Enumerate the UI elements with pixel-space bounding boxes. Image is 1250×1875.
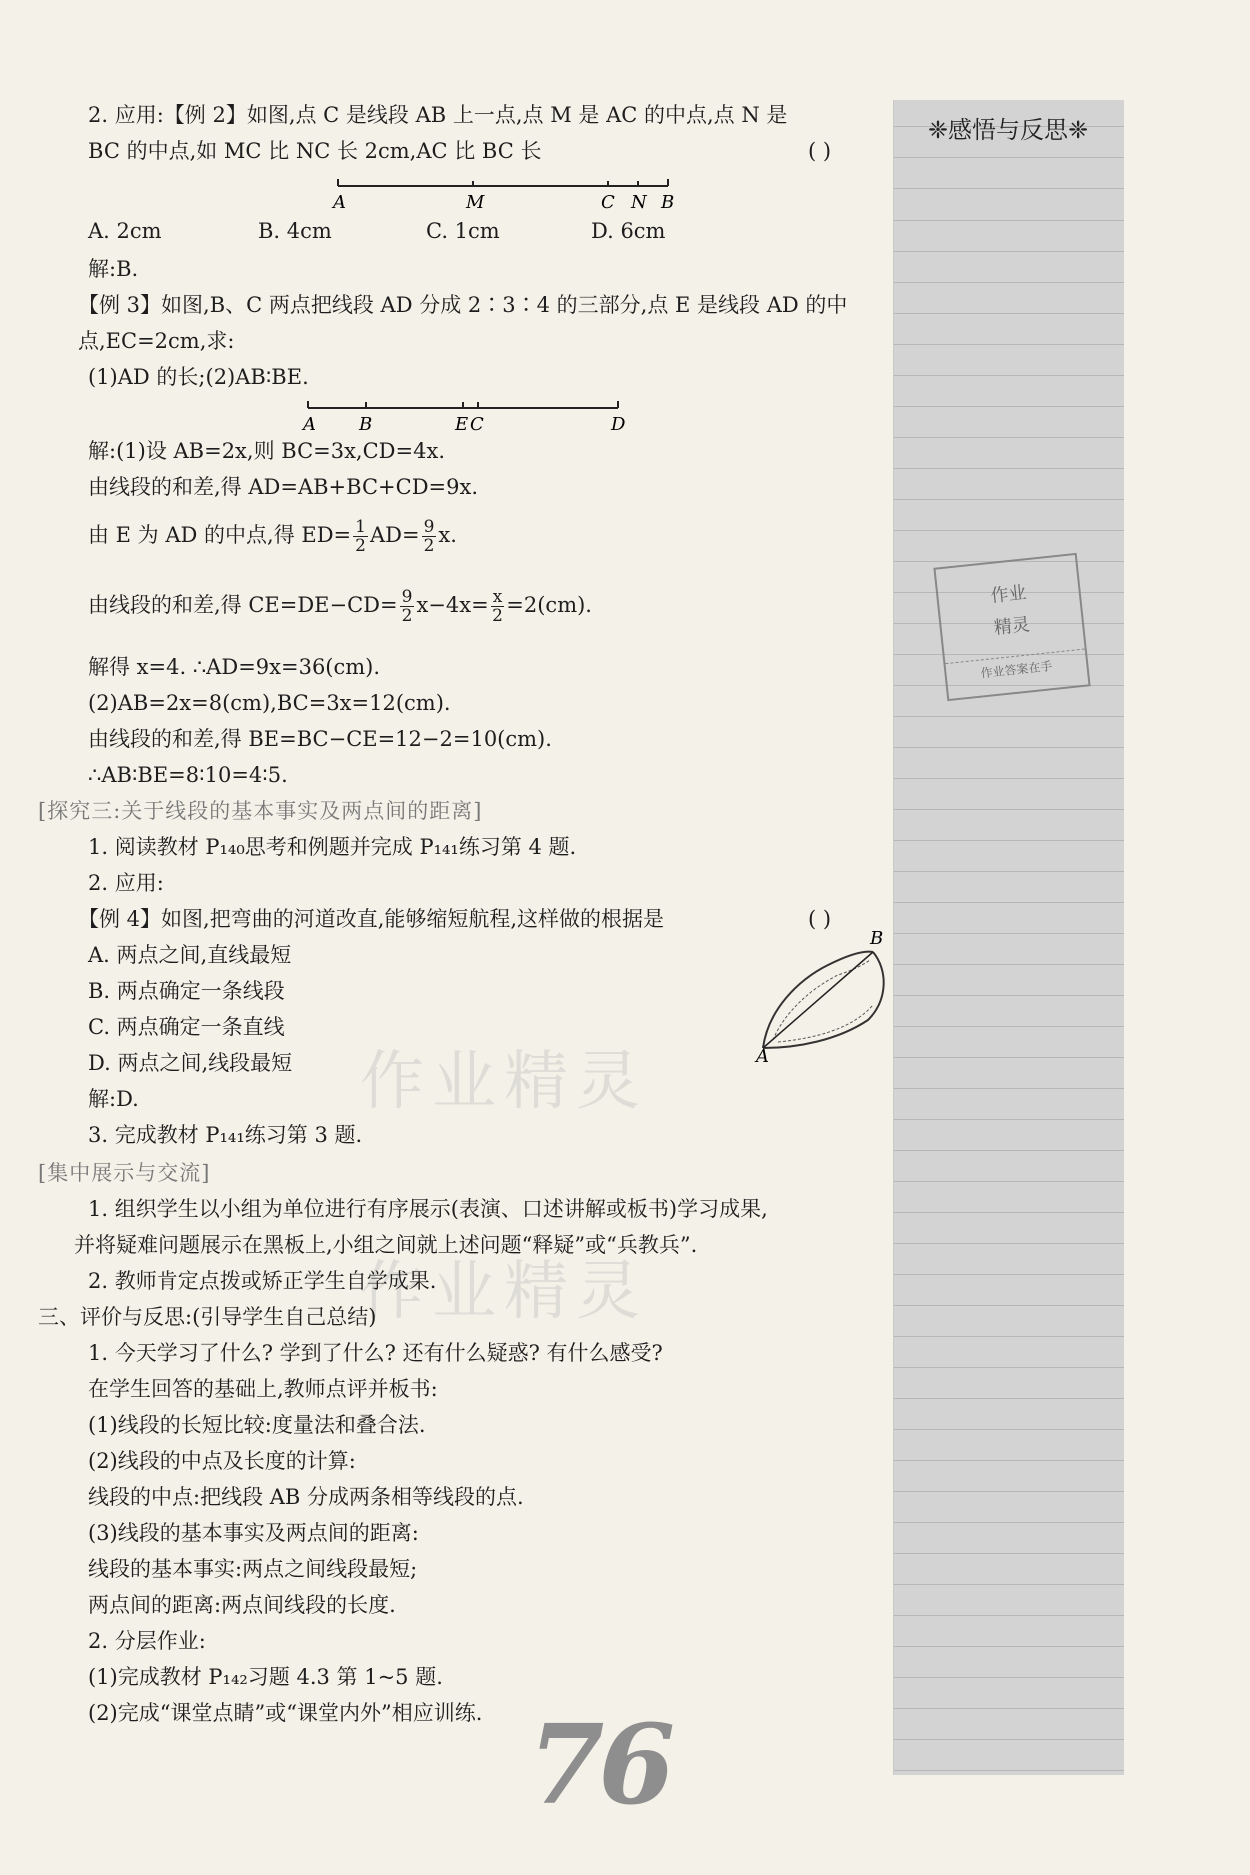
reflection-line6: 线段的基本事实:两点之间线段最短; — [88, 1557, 418, 1581]
example2-line2: BC 的中点,如 MC 比 NC 长 2cm,AC 比 BC 长 — [88, 139, 542, 163]
fraction — [400, 588, 415, 625]
point-label-c: C — [470, 414, 484, 435]
denominator: 2 — [492, 606, 503, 626]
explore3-heading: [探究三:关于线段的基本事实及两点间的距离] — [38, 799, 483, 823]
explore3-item1: 1. 阅读教材 P₁₄₀思考和例题并完成 P₁₄₁练习第 4 题. — [88, 835, 577, 859]
answer-paren: ( ) — [808, 139, 832, 163]
display-para1a: 1. 组织学生以小组为单位进行有序展示(表演、口述讲解或板书)学习成果, — [88, 1197, 768, 1221]
reflection-line10: (2)完成“课堂点睛”或“课堂内外”相应训练. — [88, 1701, 483, 1725]
solution-line3 — [88, 518, 457, 555]
denominator: 2 — [401, 606, 413, 626]
reflection-line2: (1)线段的长短比较:度量法和叠合法. — [88, 1413, 426, 1437]
stamp-line-3: 作业答案在手 — [945, 649, 1087, 686]
solution-line6: (2)AB=2x=8(cm),BC=3x=12(cm). — [88, 691, 451, 715]
option-c: C. 1cm — [426, 219, 500, 243]
page-number: 76 — [528, 1700, 670, 1829]
option-b: B. 两点确定一条线段 — [88, 979, 285, 1003]
numerator: 1 — [355, 517, 366, 537]
example3-line2: 点,EC=2cm,求: — [78, 329, 235, 353]
point-label-b: B — [661, 192, 675, 213]
point-label-c: C — [601, 192, 615, 213]
numerator: x — [492, 587, 503, 607]
option-c: C. 两点确定一条直线 — [88, 1015, 285, 1039]
denominator: 2 — [355, 536, 366, 556]
watermark: 作业精灵 — [360, 1255, 648, 1329]
option-d: D. 两点之间,线段最短 — [88, 1051, 293, 1075]
reflection-line3: (2)线段的中点及长度的计算: — [88, 1449, 356, 1473]
answer-text: 解:B. — [88, 257, 139, 281]
numerator: 9 — [423, 517, 435, 537]
option-a: A. 2cm — [88, 219, 162, 243]
answer-text: 解:D. — [88, 1087, 139, 1111]
example3-line3: (1)AD 的长;(2)AB∶BE. — [88, 365, 309, 389]
river-figure — [758, 930, 908, 1070]
point-label-b: B — [870, 928, 884, 949]
point-label-m: M — [466, 192, 485, 213]
display-para1b: 并将疑难问题展示在黑板上,小组之间就上述问题“释疑”或“兵教兵”. — [74, 1233, 698, 1257]
solution-line8: ∴AB∶BE=8∶10=4∶5. — [88, 763, 288, 787]
reflection-heading: 三、评价与反思:(引导学生自己总结) — [38, 1305, 377, 1329]
solution-line5: 解得 x=4. ∴AD=9x=36(cm). — [88, 655, 381, 679]
sidebar-title: ❈感悟与反思❈ — [927, 116, 1089, 144]
display-heading: [集中展示与交流] — [38, 1161, 211, 1185]
solution-line1: 解:(1)设 AB=2x,则 BC=3x,CD=4x. — [88, 439, 445, 463]
reflection-line5: (3)线段的基本事实及两点间的距离: — [88, 1521, 419, 1545]
stamp-logo — [933, 553, 1090, 701]
fraction — [422, 518, 437, 555]
reflection-line7: 两点间的距离:两点间线段的长度. — [88, 1593, 396, 1617]
solution-line7: 由线段的和差,得 BE=BC−CE=12−2=10(cm). — [88, 727, 552, 751]
point-label-a: A — [333, 192, 346, 213]
text: AD= — [369, 523, 420, 547]
explore3-item2: 2. 应用: — [88, 871, 164, 895]
display-para2: 2. 教师肯定点拨或矫正学生自学成果. — [88, 1269, 437, 1293]
explore3-item3: 3. 完成教材 P₁₄₁练习第 3 题. — [88, 1123, 363, 1147]
denominator: 2 — [423, 536, 435, 556]
numerator: 9 — [401, 587, 413, 607]
text: x−4x= — [416, 593, 489, 617]
reflection-q1: 1. 今天学习了什么? 学到了什么? 还有什么疑惑? 有什么感受? — [88, 1341, 663, 1365]
text: x. — [438, 523, 457, 547]
point-label-a: A — [756, 1046, 769, 1067]
fraction — [491, 588, 505, 625]
solution-line2: 由线段的和差,得 AD=AB+BC+CD=9x. — [88, 475, 479, 499]
reflection-line4: 线段的中点:把线段 AB 分成两条相等线段的点. — [88, 1485, 524, 1509]
stamp-line-2: 精灵 — [992, 614, 1031, 639]
answer-paren: ( ) — [808, 907, 832, 931]
watermark: 作业精灵 — [360, 1045, 648, 1119]
reflection-sidebar — [893, 100, 1124, 1775]
solution-line4 — [88, 588, 592, 625]
text: =2(cm). — [506, 593, 592, 617]
reflection-line8: 2. 分层作业: — [88, 1629, 206, 1653]
text: 由 E 为 AD 的中点,得 ED= — [88, 523, 352, 547]
reflection-line9: (1)完成教材 P₁₄₂习题 4.3 第 1~5 题. — [88, 1665, 443, 1689]
point-label-a: A — [303, 414, 316, 435]
reflection-line1: 在学生回答的基础上,教师点评并板书: — [88, 1377, 438, 1401]
option-b: B. 4cm — [258, 219, 332, 243]
point-label-d: D — [611, 414, 626, 435]
point-label-n: N — [631, 192, 647, 213]
text: 由线段的和差,得 CE=DE−CD= — [88, 593, 398, 617]
point-label-e: E — [455, 414, 469, 435]
example3-line1: 【例 3】如图,B、C 两点把线段 AD 分成 2∶3∶4 的三部分,点 E 是线段 AD 的中 — [78, 293, 848, 317]
option-d: D. 6cm — [591, 219, 666, 243]
example4-line: 【例 4】如图,把弯曲的河道改直,能够缩短航程,这样做的根据是 — [78, 907, 665, 931]
stamp-line-1: 作业 — [989, 582, 1028, 608]
fraction — [353, 518, 368, 555]
example2-line1: 2. 应用:【例 2】如图,点 C 是线段 AB 上一点,点 M 是 AC 的中点,点 N 是 — [88, 103, 788, 127]
point-label-b: B — [359, 414, 373, 435]
option-a: A. 两点之间,直线最短 — [88, 943, 292, 967]
